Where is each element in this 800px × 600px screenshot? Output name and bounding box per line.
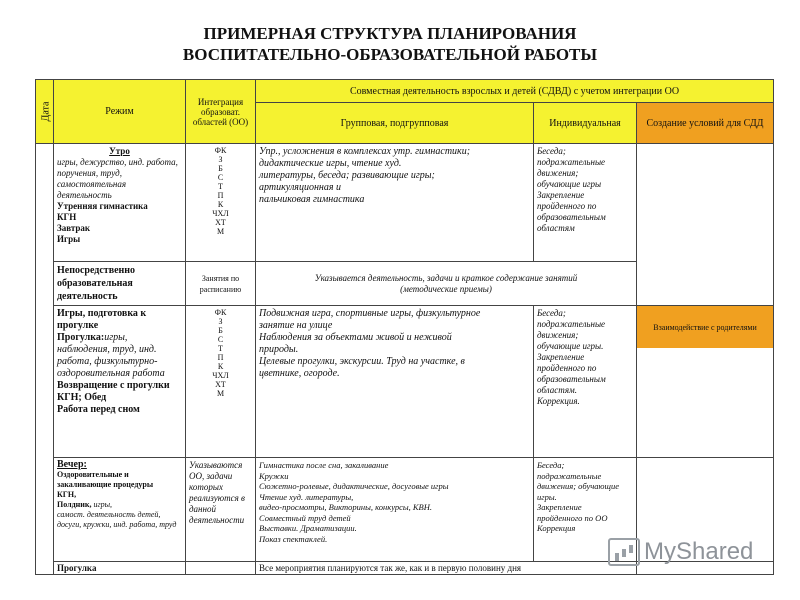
row-walk <box>36 306 774 458</box>
walk-conditions-cell <box>637 306 774 458</box>
header-integration: Интеграция образоват. областей (ОО) <box>186 80 256 144</box>
direct-regime: Непосредственно образовательная деятельность <box>54 262 186 306</box>
walk-heading: Игры, подготовка к прогулке <box>57 308 147 331</box>
morning-individual: Беседа; подражательные движения; обучающие игры Закрепление пройденного по образовательным областям <box>534 144 637 262</box>
walk-item: КГН; Обед <box>57 392 107 403</box>
header-joint-activity: Совместная деятельность взрослых и детей (СДВД) с учетом интеграции ОО <box>256 80 774 103</box>
direct-integration: Занятия по расписанию <box>186 262 256 306</box>
watermark-text: MyShared <box>644 538 754 565</box>
morning-regime <box>54 144 186 262</box>
morning-item: Игры <box>57 234 81 244</box>
stroll-text: Все мероприятия планируются так же, как и в первую половину дня <box>256 562 637 575</box>
walk-individual: Беседа; подражательные движения; обучающие игры. Закрепление пройденного по образовательным областям. Коррекция. <box>534 306 637 458</box>
parents-interaction: Взаимодействие с родителями <box>637 306 773 348</box>
morning-heading: Утро <box>109 146 130 156</box>
walk-group: Подвижная игра, спортивные игры, физкультурное занятие на улице Наблюдения за объектами живой и неживой природы. Целевые прогулки, экскурсии. Труд на участке, в цветнике, огороде. <box>256 306 534 458</box>
walk-item: Возвращение с прогулки <box>57 380 170 391</box>
header-group: Групповая, подгрупповая <box>256 103 534 144</box>
evening-integration: Указываются ОО, задачи которых реализуются в данной деятельности <box>186 458 256 562</box>
header-row-1 <box>36 80 774 103</box>
planning-table <box>35 79 774 575</box>
evening-heading: Вечер: <box>57 459 87 470</box>
walk-item: Работа перед сном <box>57 404 140 415</box>
stroll-integration <box>186 562 256 575</box>
morning-activities: игры, дежурство, инд. работа, поручения, труд, самостоятельная деятельность <box>57 157 178 200</box>
header-conditions: Создание условий для СДД <box>637 103 774 144</box>
page-title-line1: ПРИМЕРНАЯ СТРУКТУРА ПЛАНИРОВАНИЯ <box>203 24 577 43</box>
stroll-regime: Прогулка <box>54 562 186 575</box>
evening-individual: Беседа; подражательные движения; обучающие игры. Закрепление пройденного по ОО Коррекция <box>534 458 637 562</box>
page-title-line2: ВОСПИТАТЕЛЬНО-ОБРАЗОВАТЕЛЬНОЙ РАБОТЫ <box>182 45 598 64</box>
morning-conditions <box>637 144 774 306</box>
morning-item: КГН <box>57 212 77 222</box>
header-regime: Режим <box>54 80 186 144</box>
morning-item: Утренняя гимнастика <box>57 201 148 211</box>
morning-item: Завтрак <box>57 223 91 233</box>
morning-areas: ФК З Б С Т П К ЧХЛ ХТ М <box>186 144 256 262</box>
walk-regime: Игры, подготовка к прогулке Прогулка:игры, наблюдения, труд, инд. работа, физкультурно-оздоровительная работа Возвращение с прогулки КГН; Обед Работа перед сном <box>54 306 186 458</box>
date-cell <box>36 144 54 575</box>
evening-regime: Вечер: Оздоровительные и закаливающие процедуры КГН, Полдник, игры, самост. деятельность детей, досуги, кружки, инд. работа, труд <box>54 458 186 562</box>
watermark-logo <box>608 538 753 566</box>
morning-group: Упр., усложнения в комплексах утр. гимнастики; дидактические игры, чтение худ. литературы, беседа; развивающие игры; артикуляционная и пальчиковая гимнастика <box>256 144 534 262</box>
evening-group: Гимнастика после сна, закаливание Кружки Сюжетно-ролевые, дидактические, досуговые игры Чтение худ. литературы, видео-просмотры, Викторины, конкурсы, КВН. Совместный труд детей Выставки. Драматизации. Показ спектаклей. <box>256 458 534 562</box>
header-individual: Индивидуальная <box>534 103 637 144</box>
row-morning <box>36 144 774 262</box>
walk-areas: ФК З Б С Т П К ЧХЛ ХТ М <box>186 306 256 458</box>
chart-icon <box>608 538 640 566</box>
header-date: Дата <box>36 80 54 144</box>
direct-content: Указывается деятельность, задачи и краткое содержание занятий (методические приемы) <box>256 262 637 306</box>
